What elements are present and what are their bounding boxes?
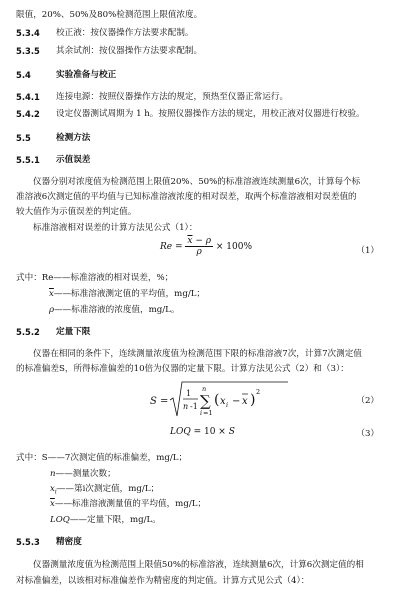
svg-text:∑: ∑ — [200, 392, 211, 410]
paragraph-line: 标准溶液相对误差的计算方法见公式（1）： — [33, 223, 198, 233]
section-title: 精密度 — [56, 537, 82, 547]
svg-text:2: 2 — [256, 388, 261, 396]
clause-text: 校正液：按仪器操作方法要求配制。 — [56, 28, 194, 38]
svg-text:i: i — [200, 409, 203, 417]
svg-text:1: 1 — [186, 389, 192, 398]
svg-text:): ) — [250, 392, 256, 408]
section-title: 示值误差 — [56, 155, 91, 165]
equation-number: （2） — [356, 396, 379, 406]
paragraph-line: 仪器在相同的条件下，连续测量浓度值为检测范围下限的标准溶液7次，计算7次测定值 — [33, 349, 362, 359]
svg-text:-1: -1 — [190, 402, 198, 411]
paragraph-line: 较大值作为示值误差的判定值。 — [16, 207, 137, 217]
clause-number: 5.4.2 — [16, 109, 40, 119]
clause-number: 5.3.5 — [16, 46, 40, 56]
line-intro: 限值，20%、50%及80%检测范围上限值浓度。 — [16, 10, 203, 20]
paragraph-line: 的标准偏差S，所得标准偏差的10倍为仪器的定量下限。计算方法见公式（2）和（3）： — [16, 364, 349, 374]
section-number: 5.5.1 — [16, 155, 40, 165]
equation-number: （1） — [356, 246, 379, 256]
equation-3: LOQ = 10 × S — [170, 427, 235, 437]
clause-text: 设定仪器测试周期为 1 h。按照仪器操作方法的规定，用校正液对仪器进行校验。 — [56, 109, 365, 119]
svg-text:n: n — [202, 385, 207, 393]
clause-text: 其余试剂：按仪器操作方法要求配制。 — [56, 46, 203, 56]
where-line: n——测量次数； — [50, 469, 116, 479]
clause-number: 5.3.4 — [16, 28, 40, 38]
where-line: ρ——标准溶液的浓度值，mg/L。 — [49, 305, 180, 315]
paragraph-line: 准溶液6次测定值的平均值与已知标准溶液浓度的相对误差，取两个标准溶液相对误差值的 — [16, 192, 357, 202]
paragraph-line: 仪器分别对浓度值为检测范围上限值20%、50%的标准溶液连续测量6次，计算每个标 — [33, 177, 361, 187]
section-number: 5.5 — [16, 133, 31, 143]
svg-text:=: = — [160, 396, 169, 407]
where-line: 式中：Re——标准溶液的相对误差，%； — [16, 273, 174, 283]
where-line: $x_i——$第i次测定值，mg/L； — [50, 484, 160, 496]
where-line: 式中：S——7次测定值的标准偏差，mg/L； — [16, 453, 188, 463]
equation-2 — [150, 378, 290, 422]
where-line: $\overline{x}——$标准溶液测量值的平均值，mg/L； — [50, 499, 207, 509]
clause-number: 5.4.1 — [16, 92, 40, 102]
svg-text:n: n — [183, 402, 189, 411]
section-number: 5.5.3 — [16, 537, 40, 547]
section-number: 5.5.2 — [16, 327, 40, 337]
section-number: 5.4 — [16, 70, 31, 80]
equation-1: Re = $\frac{\overline{x} - \rho}{\rho}$ × 100% — [160, 236, 253, 257]
svg-text:−: − — [232, 396, 241, 407]
svg-text:=1: =1 — [203, 409, 213, 417]
equation-number: （3） — [356, 429, 379, 439]
svg-text:(: ( — [214, 392, 220, 408]
where-line: $\overline{x}——$标准溶液测定值的平均值，mg/L； — [49, 289, 206, 299]
svg-text:i: i — [226, 401, 229, 409]
paragraph-line: 对标准偏差，以该相对标准偏差作为精密度的判定值。计算方式见公式（4）： — [16, 576, 310, 586]
section-title: 检测方法 — [56, 133, 91, 143]
section-title: 定量下限 — [56, 327, 91, 337]
section-title: 实验准备与校正 — [56, 70, 117, 80]
paragraph-line: 仪器测量浓度值为检测范围上限值50%的标准溶液，连续测量6次，计算6次测定值的相 — [33, 560, 364, 570]
clause-text: 连接电源：按照仪器操作方法的规定，预热至仪器正常运行。 — [56, 92, 289, 102]
where-line: LOQ——定量下限，mg/L。 — [50, 515, 161, 525]
svg-text:S: S — [150, 396, 157, 407]
svg-text:x: x — [242, 396, 248, 407]
svg-text:x: x — [220, 396, 226, 407]
